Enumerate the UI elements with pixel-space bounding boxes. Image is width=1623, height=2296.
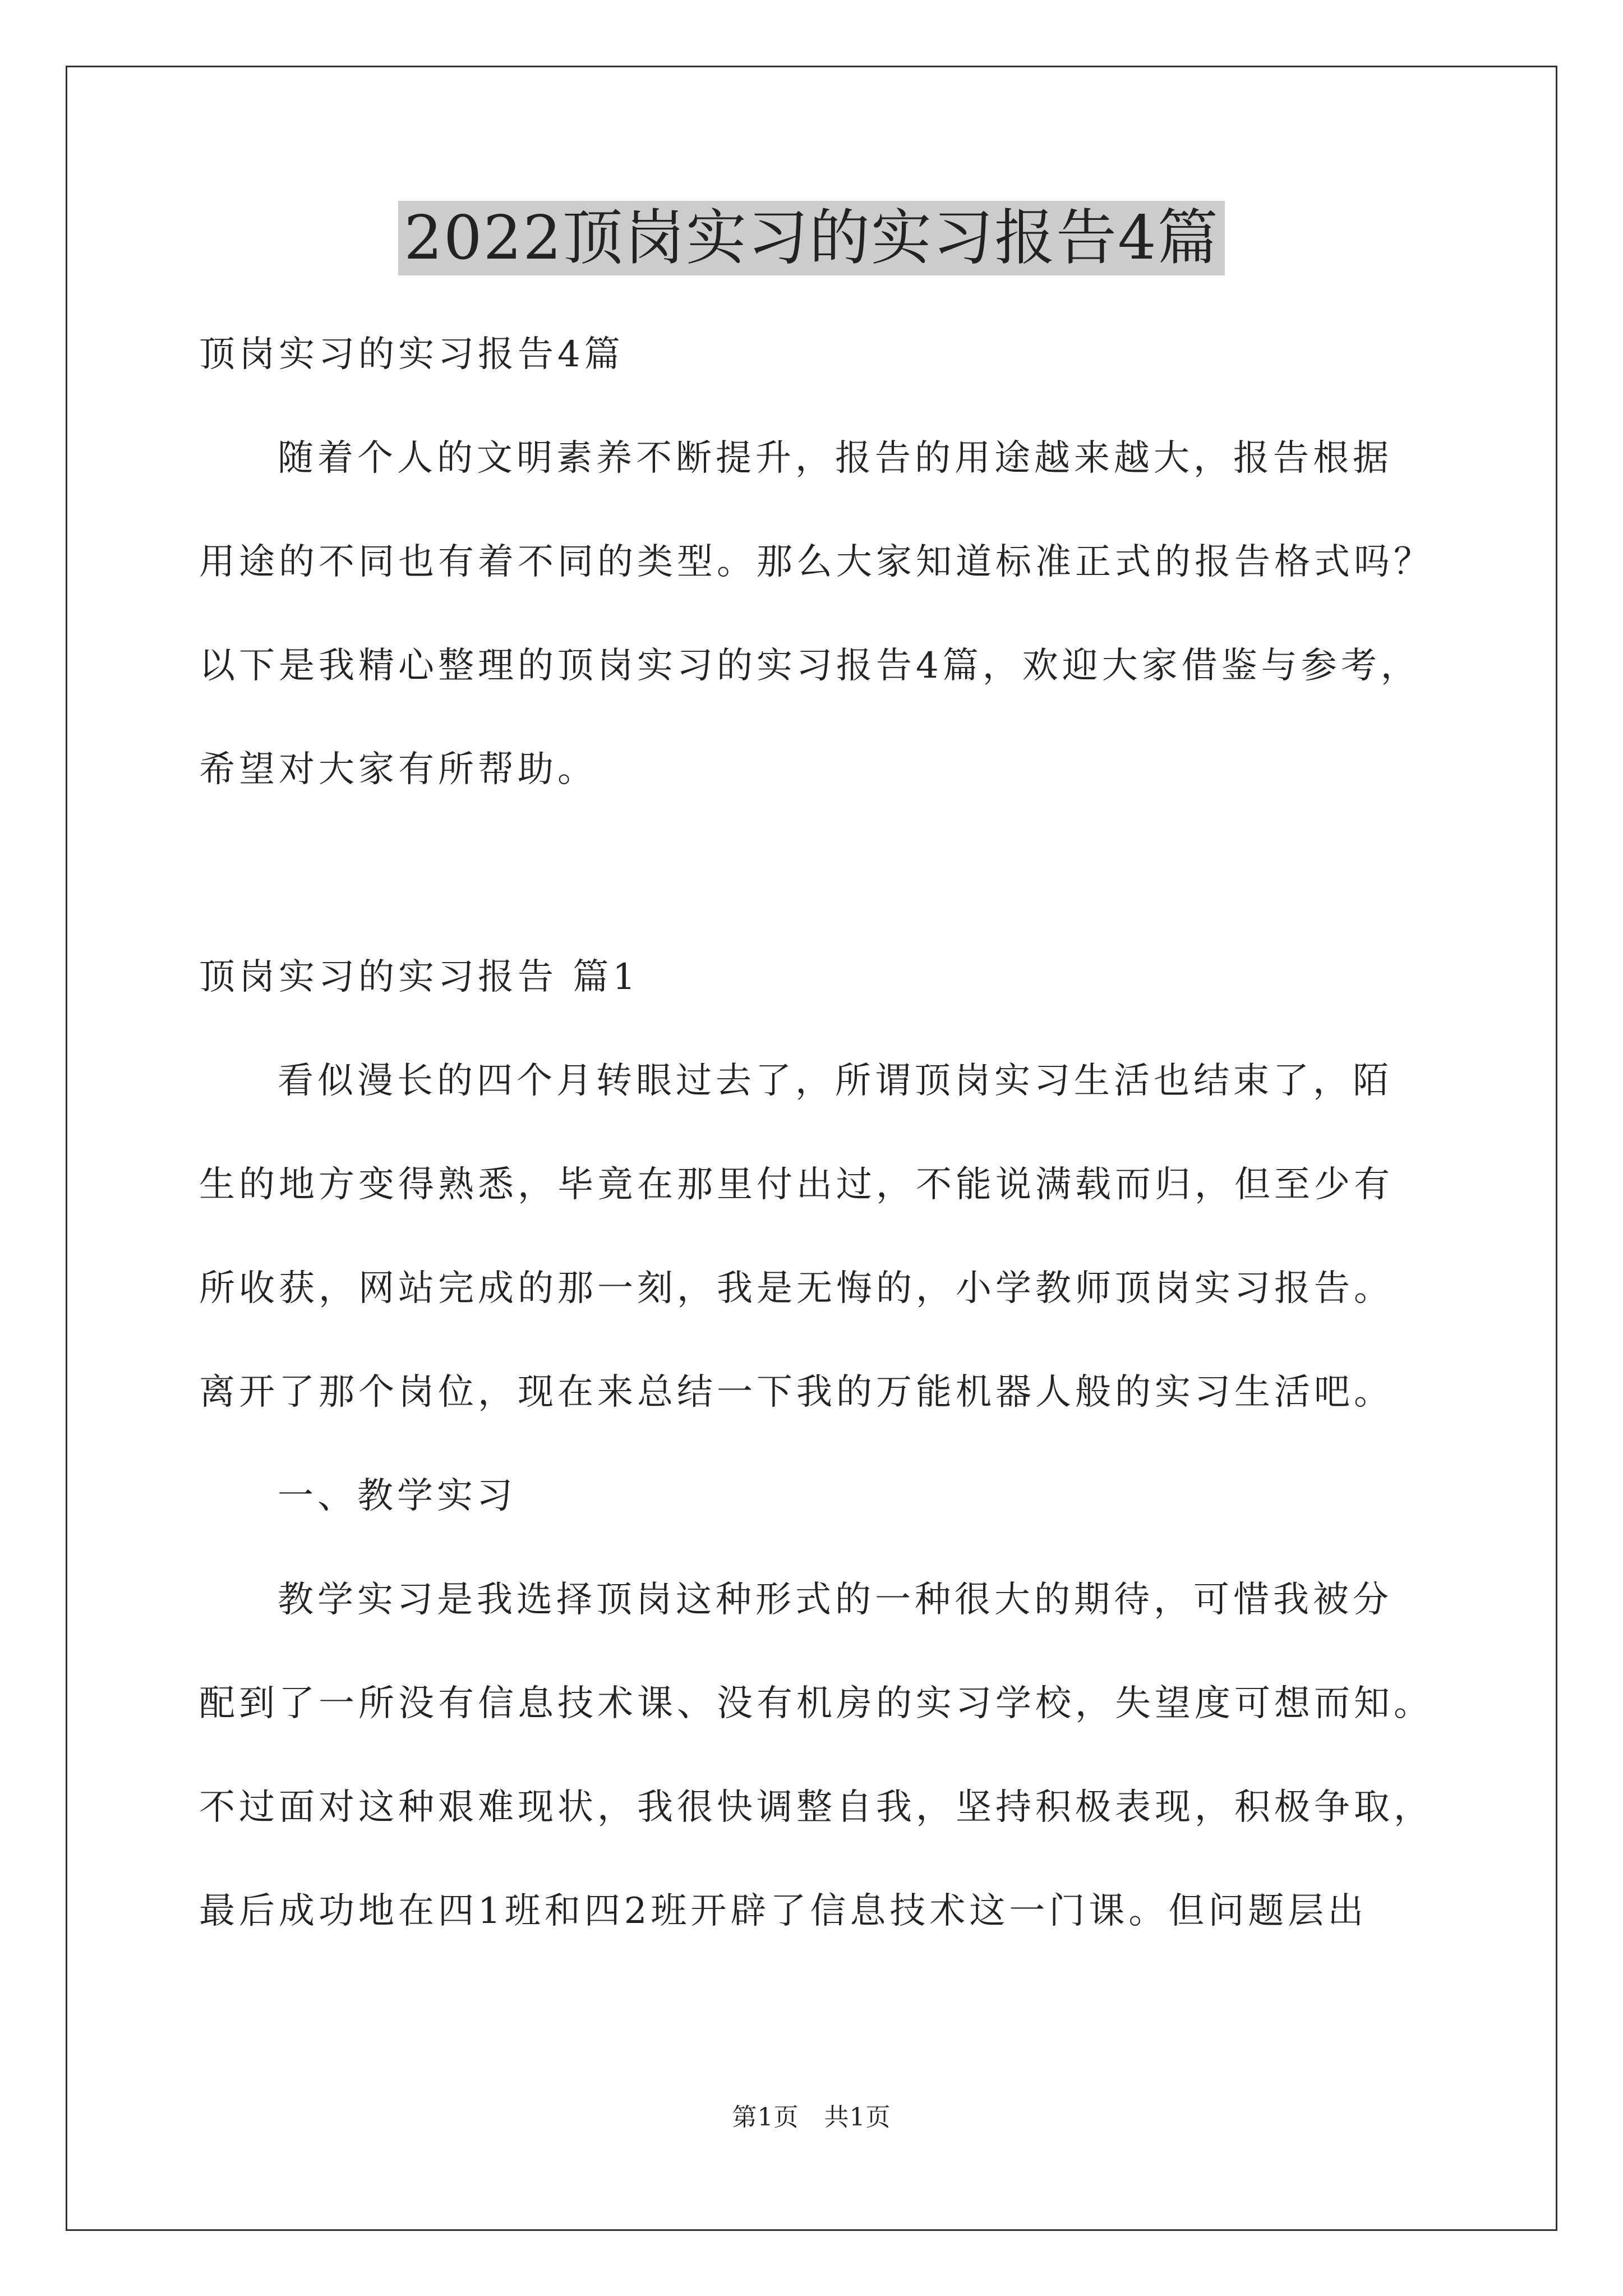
document-title <box>0 196 1623 280</box>
text-line: 生的地方变得熟悉，毕竟在那里付出过，不能说满载而归，但至少有 <box>199 1164 1394 1205</box>
text-line: 随着个人的文明素养不断提升，报告的用途越来越大，报告根据 <box>278 438 1393 479</box>
document-title-text: 2022顶岗实习的实习报告4篇 <box>398 201 1225 275</box>
text-line: 顶岗实习的实习报告4篇 <box>199 334 624 375</box>
blank-line <box>199 822 1433 926</box>
text-line: 看似漫长的四个月转眼过去了，所谓顶岗实习生活也结束了，陌 <box>278 1060 1393 1102</box>
text-line: 不过面对这种艰难现状，我很快调整自我，坚持积极表现，积极争取， <box>199 1787 1433 1828</box>
text-line: 配到了一所没有信息技术课、没有机房的实习学校，失望度可想而知。 <box>199 1683 1433 1724</box>
text-line: 最后成功地在四1班和四2班开辟了信息技术这一门课。但问题层出 <box>199 1890 1368 1932</box>
text-line: 顶岗实习的实习报告 篇1 <box>199 956 640 998</box>
document-body <box>199 303 1433 1963</box>
text-line: 一、教学实习 <box>278 1475 517 1517</box>
text-line: 离开了那个岗位，现在来总结一下我的万能机器人般的实习生活吧。 <box>199 1372 1394 1413</box>
text-line: 所收获，网站完成的那一刻，我是无悔的，小学教师顶岗实习报告。 <box>199 1268 1394 1309</box>
text-line: 希望对大家有所帮助。 <box>199 749 597 790</box>
text-line: 教学实习是我选择顶岗这种形式的一种很大的期待，可惜我被分 <box>278 1579 1393 1621</box>
text-line: 用途的不同也有着不同的类型。那么大家知道标准正式的报告格式吗？ <box>199 541 1433 583</box>
text-line: 以下是我精心整理的顶岗实习的实习报告4篇，欢迎大家借鉴与参考， <box>199 645 1421 687</box>
page-footer: 第1页 共1页 <box>732 2103 891 2132</box>
